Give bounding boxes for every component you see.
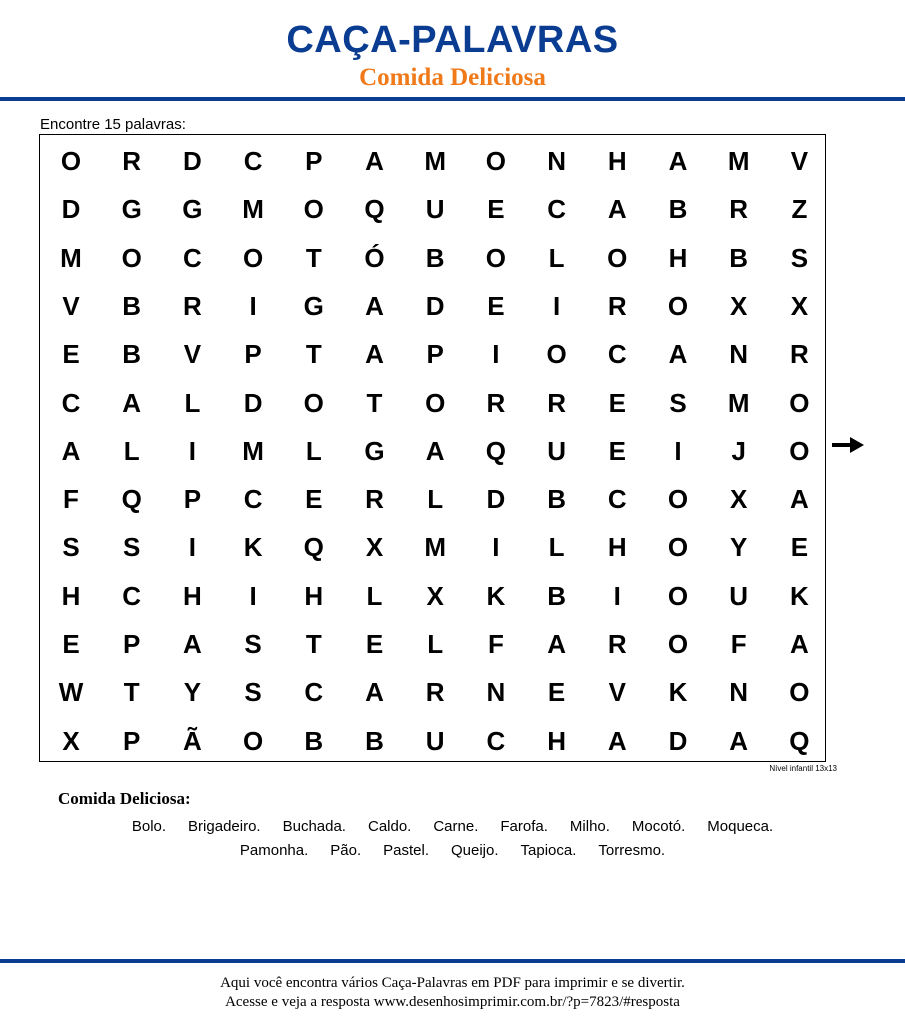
grid-letter[interactable]: U: [425, 194, 445, 225]
grid-letter[interactable]: F: [487, 629, 504, 659]
word-list-item: Brigadeiro.: [188, 818, 261, 835]
grid-letter[interactable]: S: [669, 387, 687, 418]
grid-letter[interactable]: A: [607, 194, 627, 225]
grid-letter[interactable]: D: [61, 194, 81, 225]
grid-letter[interactable]: B: [547, 580, 566, 611]
grid-letter[interactable]: O: [60, 146, 82, 176]
word-list-item: Bolo.: [131, 818, 167, 835]
page-title: CAÇA-PALAVRAS: [286, 19, 619, 61]
grid-letter[interactable]: I: [188, 532, 196, 563]
grid-letter[interactable]: A: [547, 629, 566, 659]
grid-letter[interactable]: C: [243, 146, 263, 176]
grid-letter[interactable]: R: [486, 387, 506, 418]
grid-letter[interactable]: Q: [121, 484, 142, 515]
grid-letter[interactable]: U: [547, 435, 566, 466]
grid-letter[interactable]: C: [486, 725, 506, 756]
footer-text-2[interactable]: Acesse e veja a resposta www.desenhosimprimir.com.br/?p=7823/#resposta: [225, 994, 680, 1010]
page-subtitle: Comida Deliciosa: [359, 64, 546, 91]
grid-letter[interactable]: B: [304, 725, 324, 756]
grid-letter[interactable]: D: [668, 725, 688, 756]
grid-letter[interactable]: L: [427, 484, 444, 515]
grid-letter[interactable]: P: [183, 484, 202, 515]
grid-letter[interactable]: R: [425, 677, 445, 708]
grid-letter[interactable]: O: [607, 242, 628, 273]
word-list-item: Pastel.: [383, 842, 429, 859]
grid-letter[interactable]: C: [607, 339, 627, 370]
grid-letter[interactable]: T: [305, 339, 322, 370]
word-list-item: Torresmo.: [598, 842, 666, 859]
word-list-row-2: [0, 841, 905, 861]
word-list-item: Moqueca.: [707, 818, 774, 835]
grid-letter[interactable]: X: [730, 290, 748, 321]
grid-letter[interactable]: H: [183, 580, 202, 611]
grid-letter[interactable]: P: [426, 339, 444, 370]
grid-letter[interactable]: H: [607, 146, 627, 176]
grid-letter[interactable]: X: [365, 532, 384, 563]
grid-letter[interactable]: C: [607, 484, 627, 515]
footer-text-1: Aqui você encontra vários Caça-Palavras em PDF para imprimir e se divertir.: [220, 975, 685, 991]
grid-letter[interactable]: O: [242, 242, 264, 273]
right-arrow-icon: [830, 434, 866, 456]
grid-letter[interactable]: O: [485, 146, 506, 176]
word-list-row-1: [0, 817, 905, 837]
grid-letter[interactable]: E: [487, 290, 505, 321]
grid-letter[interactable]: A: [365, 677, 384, 708]
grid-letter[interactable]: O: [667, 580, 689, 611]
top-divider: [0, 97, 905, 101]
grid-letter[interactable]: A: [668, 339, 688, 370]
grid-letter[interactable]: Q: [485, 435, 506, 466]
grid-letter[interactable]: A: [607, 725, 627, 756]
grid-letter[interactable]: K: [668, 677, 688, 708]
grid-letter[interactable]: Y: [730, 532, 748, 563]
grid-letter[interactable]: E: [365, 629, 384, 659]
grid-letter[interactable]: O: [789, 435, 810, 466]
word-list-item: Mocotó.: [631, 818, 686, 835]
grid-letter[interactable]: X: [730, 484, 748, 515]
grid-letter[interactable]: C: [61, 387, 81, 418]
word-list-item: Carne.: [433, 818, 479, 835]
grid-letter[interactable]: X: [790, 290, 809, 321]
grid-letter[interactable]: L: [548, 532, 565, 563]
grid-letter[interactable]: E: [305, 484, 323, 515]
grid-letter[interactable]: M: [727, 146, 750, 176]
grid-letter[interactable]: H: [607, 532, 627, 563]
grid-letter[interactable]: W: [58, 677, 84, 708]
grid-letter[interactable]: R: [790, 339, 809, 370]
grid-letter[interactable]: I: [492, 339, 500, 370]
grid-letter[interactable]: A: [365, 146, 384, 176]
grid-letter[interactable]: B: [425, 242, 445, 273]
grid-letter[interactable]: M: [242, 435, 264, 466]
grid-letter[interactable]: X: [62, 725, 80, 756]
grid-letter[interactable]: F: [63, 484, 79, 515]
grid-letter[interactable]: C: [122, 580, 142, 611]
grid-letter[interactable]: B: [729, 242, 749, 273]
grid-letter[interactable]: R: [607, 629, 627, 659]
grid-letter[interactable]: K: [243, 532, 263, 563]
grid-letter[interactable]: B: [122, 290, 142, 321]
word-list-item: Queijo.: [451, 842, 499, 859]
grid-letter[interactable]: X: [426, 580, 444, 611]
grid-letter[interactable]: D: [425, 290, 445, 321]
grid-letter[interactable]: O: [303, 387, 324, 418]
word-list-item: Buchada.: [282, 818, 346, 835]
grid-letter[interactable]: V: [790, 146, 809, 176]
grid-letter[interactable]: A: [425, 435, 445, 466]
grid-letter[interactable]: I: [552, 290, 561, 321]
grid-letter[interactable]: S: [123, 532, 141, 563]
word-search-grid: [39, 134, 826, 762]
grid-letter[interactable]: O: [121, 242, 142, 273]
grid-letter[interactable]: R: [122, 146, 142, 176]
grid-letter[interactable]: G: [182, 194, 203, 225]
grid-letter[interactable]: I: [674, 435, 682, 466]
word-list-item: Farofa.: [500, 818, 548, 835]
grid-letter[interactable]: A: [729, 725, 749, 756]
grid-letter[interactable]: N: [729, 339, 749, 370]
grid-letter[interactable]: S: [244, 677, 262, 708]
grid-letter[interactable]: P: [123, 629, 141, 659]
word-list-item: Pão.: [330, 842, 362, 859]
grid-letter[interactable]: G: [303, 290, 324, 321]
grid-letter[interactable]: N: [547, 146, 566, 176]
grid-letter[interactable]: H: [61, 580, 81, 611]
grid-letter[interactable]: B: [547, 484, 566, 515]
grid-letter[interactable]: S: [790, 242, 809, 273]
grid-letter[interactable]: A: [61, 435, 81, 466]
grid-letter[interactable]: M: [242, 194, 264, 225]
grid-letter[interactable]: O: [667, 532, 689, 563]
bottom-divider: [0, 959, 905, 963]
grid-letter[interactable]: I: [188, 435, 196, 466]
grid-letter[interactable]: Q: [364, 194, 385, 225]
grid-letter[interactable]: L: [123, 435, 140, 466]
grid-letter[interactable]: Ó: [364, 242, 385, 273]
word-list-title: Comida Deliciosa:: [58, 789, 191, 808]
word-list-item: Pamonha.: [239, 842, 309, 859]
grid-letter[interactable]: O: [667, 629, 689, 659]
grid-letter[interactable]: E: [62, 339, 80, 370]
grid-letter[interactable]: J: [731, 435, 746, 466]
grid-letter[interactable]: O: [546, 339, 567, 370]
grid-letter[interactable]: R: [365, 484, 384, 515]
grid-letter[interactable]: C: [304, 677, 324, 708]
grid-letter[interactable]: O: [425, 387, 446, 418]
grid-letter[interactable]: C: [547, 194, 566, 225]
grid-letter[interactable]: O: [303, 194, 324, 225]
grid-letter[interactable]: L: [305, 435, 322, 466]
grid-letter[interactable]: E: [608, 387, 626, 418]
grid-letter[interactable]: E: [487, 194, 505, 225]
grid-letter[interactable]: E: [547, 677, 566, 708]
grid-letter[interactable]: O: [789, 677, 810, 708]
grid-letter[interactable]: V: [608, 677, 626, 708]
grid-letter[interactable]: P: [305, 146, 323, 176]
grid-letter[interactable]: F: [730, 629, 747, 659]
grid-letter[interactable]: T: [305, 242, 322, 273]
grid-letter[interactable]: Q: [789, 725, 810, 756]
grid-letter[interactable]: B: [122, 339, 142, 370]
grid-letter[interactable]: O: [242, 725, 264, 756]
grid-letter[interactable]: M: [727, 387, 750, 418]
grid-letter[interactable]: U: [729, 580, 749, 611]
grid-letter[interactable]: H: [668, 242, 688, 273]
grid-letter[interactable]: R: [183, 290, 202, 321]
letter-grid: [40, 135, 825, 761]
grid-letter[interactable]: M: [424, 146, 447, 176]
grid-letter[interactable]: K: [790, 580, 809, 611]
grid-letter[interactable]: A: [365, 339, 384, 370]
grid-letter[interactable]: M: [60, 242, 82, 273]
grid-letter[interactable]: Y: [183, 677, 202, 708]
grid-letter[interactable]: T: [305, 629, 322, 659]
grid-letter[interactable]: A: [668, 146, 688, 176]
grid-letter[interactable]: O: [485, 242, 506, 273]
grid-letter[interactable]: A: [365, 290, 384, 321]
grid-letter[interactable]: A: [122, 387, 142, 418]
grid-letter[interactable]: I: [613, 580, 621, 611]
grid-letter[interactable]: C: [243, 484, 263, 515]
grid-letter[interactable]: A: [790, 484, 809, 515]
grid-letter[interactable]: L: [366, 580, 383, 611]
grid-letter[interactable]: E: [790, 532, 809, 563]
level-label: Nível infantil 13x13: [769, 764, 837, 773]
grid-letter[interactable]: Ã: [183, 725, 202, 756]
grid-letter[interactable]: L: [548, 242, 565, 273]
grid-letter[interactable]: D: [183, 146, 202, 176]
grid-letter[interactable]: V: [62, 290, 80, 321]
grid-letter[interactable]: T: [366, 387, 383, 418]
grid-letter[interactable]: P: [123, 725, 141, 756]
grid-letter[interactable]: B: [668, 194, 688, 225]
word-list-item: Caldo.: [367, 818, 412, 835]
grid-letter[interactable]: R: [729, 194, 749, 225]
grid-letter[interactable]: L: [184, 387, 201, 418]
grid-letter[interactable]: K: [486, 580, 506, 611]
grid-letter[interactable]: G: [121, 194, 142, 225]
grid-letter[interactable]: O: [667, 290, 689, 321]
grid-letter[interactable]: R: [607, 290, 627, 321]
grid-letter[interactable]: G: [364, 435, 385, 466]
word-list-item: Milho.: [569, 818, 610, 835]
grid-letter[interactable]: H: [304, 580, 324, 611]
grid-letter[interactable]: R: [547, 387, 566, 418]
grid-letter[interactable]: O: [667, 484, 689, 515]
grid-letter[interactable]: Z: [791, 194, 808, 225]
grid-letter[interactable]: C: [183, 242, 202, 273]
grid-letter[interactable]: N: [486, 677, 506, 708]
grid-letter[interactable]: D: [243, 387, 263, 418]
grid-letter[interactable]: A: [183, 629, 202, 659]
instruction-text: Encontre 15 palavras:: [40, 116, 186, 133]
grid-letter[interactable]: I: [249, 580, 257, 611]
grid-letter[interactable]: O: [789, 387, 810, 418]
grid-letter[interactable]: L: [427, 629, 444, 659]
grid-letter[interactable]: P: [244, 339, 262, 370]
grid-letter[interactable]: T: [123, 677, 140, 708]
grid-letter[interactable]: H: [547, 725, 566, 756]
grid-letter[interactable]: N: [729, 677, 749, 708]
grid-letter[interactable]: V: [183, 339, 202, 370]
grid-letter[interactable]: E: [62, 629, 80, 659]
grid-letter[interactable]: B: [365, 725, 384, 756]
grid-letter[interactable]: Q: [303, 532, 324, 563]
word-list-item: Tapioca.: [520, 842, 577, 859]
grid-letter[interactable]: I: [492, 532, 500, 563]
grid-letter[interactable]: S: [244, 629, 262, 659]
grid-letter[interactable]: A: [790, 629, 809, 659]
grid-letter[interactable]: M: [424, 532, 447, 563]
grid-letter[interactable]: D: [486, 484, 506, 515]
grid-letter[interactable]: S: [62, 532, 80, 563]
grid-letter[interactable]: E: [608, 435, 626, 466]
grid-letter[interactable]: U: [425, 725, 445, 756]
grid-letter[interactable]: I: [249, 290, 257, 321]
